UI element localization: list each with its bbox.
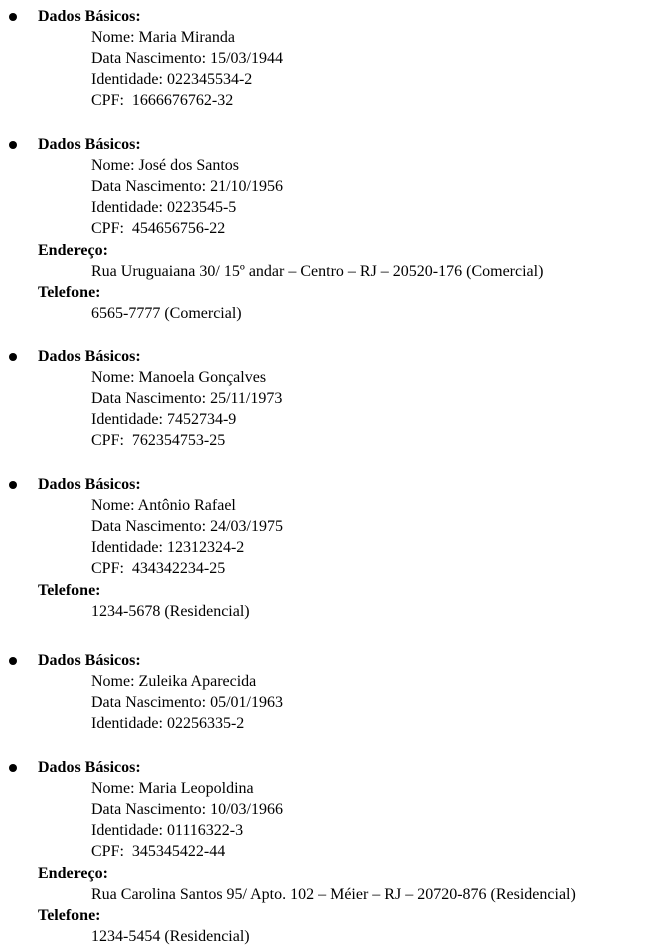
section-heading: Dados Básicos: <box>38 759 141 776</box>
field-line: Identidade: 0223545-5 <box>91 199 237 216</box>
field-line: Identidade: 022345534-2 <box>91 71 253 88</box>
field-line: Identidade: 02256335-2 <box>91 715 245 732</box>
field-line: Data Nascimento: 24/03/1975 <box>91 518 283 535</box>
section-heading: Dados Básicos: <box>38 348 141 365</box>
section-heading: Dados Básicos: <box>38 8 141 25</box>
field-line: CPF: 434342234-25 <box>91 560 226 577</box>
bullet-icon <box>9 353 17 361</box>
field-line: Identidade: 01116322-3 <box>91 822 244 839</box>
field-line: Nome: Antônio Rafael <box>91 497 236 514</box>
section-heading: Dados Básicos: <box>38 136 141 153</box>
field-line: Data Nascimento: 15/03/1944 <box>91 50 283 67</box>
field-line: Nome: Manoela Gonçalves <box>91 369 267 386</box>
field-line: Rua Carolina Santos 95/ Apto. 102 – Méier – RJ – 20720-876 (Residencial) <box>91 886 576 903</box>
section-heading: Dados Básicos: <box>38 652 141 669</box>
section-heading: Dados Básicos: <box>38 476 141 493</box>
field-line: Nome: Maria Miranda <box>91 29 235 46</box>
field-line: Nome: Maria Leopoldina <box>91 780 254 797</box>
field-line: Nome: Zuleika Aparecida <box>91 673 257 690</box>
field-line: Data Nascimento: 05/01/1963 <box>91 694 283 711</box>
field-line: CPF: 454656756-22 <box>91 220 226 237</box>
section-heading: Telefone: <box>38 582 101 599</box>
section-heading: Telefone: <box>38 284 101 301</box>
section-heading: Endereço: <box>38 865 108 882</box>
section-heading: Endereço: <box>38 242 108 259</box>
field-line: CPF: 1666676762-32 <box>91 92 234 109</box>
field-line: CPF: 762354753-25 <box>91 432 226 449</box>
field-line: Data Nascimento: 10/03/1966 <box>91 801 283 818</box>
field-line: Nome: José dos Santos <box>91 157 239 174</box>
bullet-icon <box>9 141 17 149</box>
field-line: Data Nascimento: 25/11/1973 <box>91 390 283 407</box>
field-line: Data Nascimento: 21/10/1956 <box>91 178 283 195</box>
section-heading: Telefone: <box>38 907 101 924</box>
bullet-icon <box>9 657 17 665</box>
field-line: Identidade: 12312324-2 <box>91 539 245 556</box>
field-line: CPF: 345345422-44 <box>91 843 226 860</box>
bullet-icon <box>9 13 17 21</box>
field-line: 1234-5678 (Residencial) <box>91 603 250 620</box>
field-line: 6565-7777 (Comercial) <box>91 305 242 322</box>
bullet-icon <box>9 481 17 489</box>
field-line: Rua Uruguaiana 30/ 15º andar – Centro – RJ – 20520-176 (Comercial) <box>91 263 544 280</box>
field-line: 1234-5454 (Residencial) <box>91 928 250 945</box>
bullet-icon <box>9 764 17 772</box>
field-line: Identidade: 7452734-9 <box>91 411 237 428</box>
